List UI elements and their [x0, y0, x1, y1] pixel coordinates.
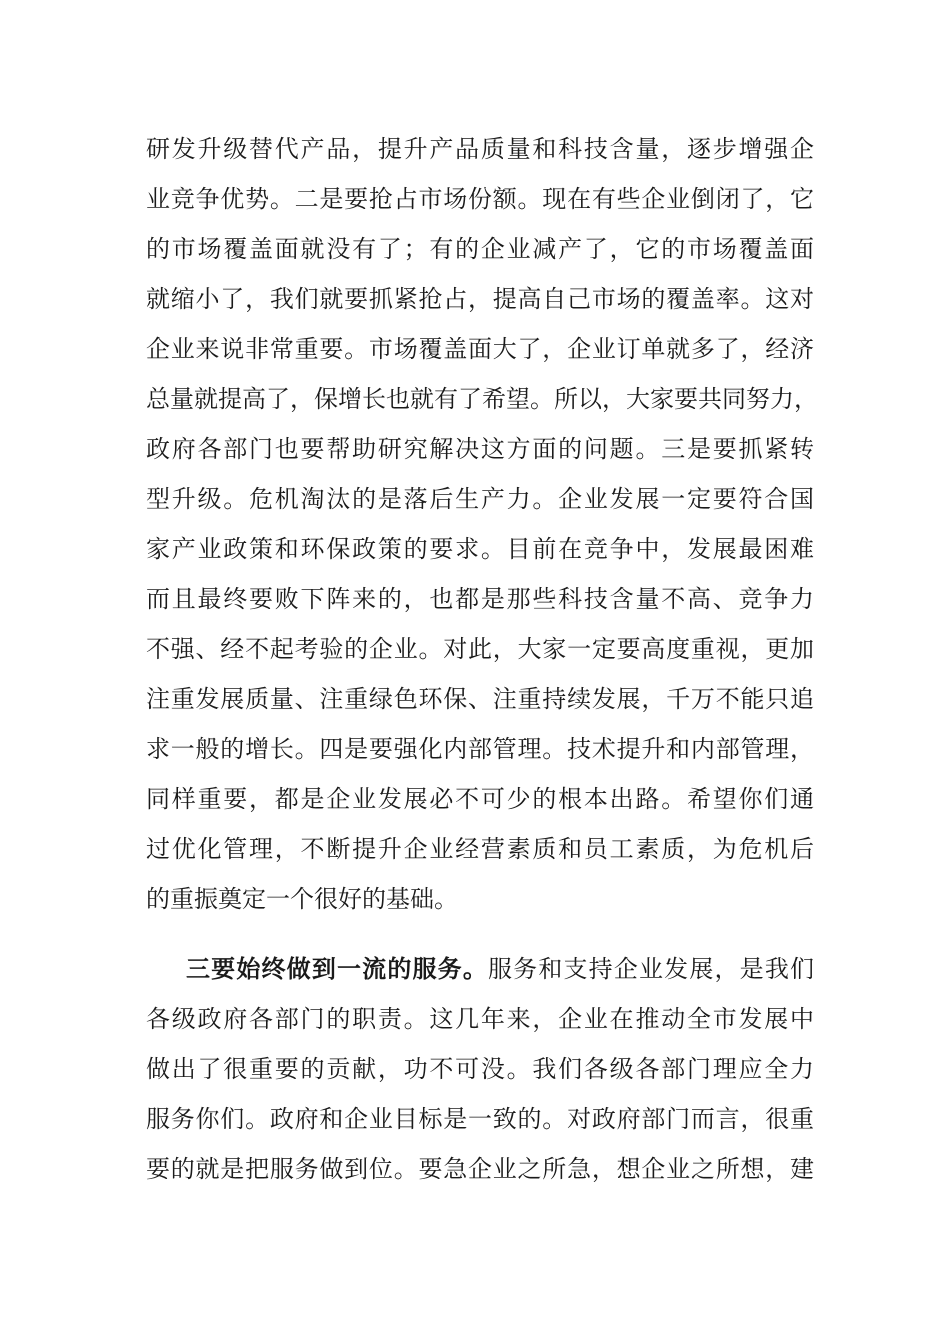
paragraph-2: [146, 944, 814, 1194]
paragraph-1-line: 过优化管理，不断提升企业经营素质和员工素质，为危机后: [146, 835, 814, 863]
paragraph-1-line: 业竞争优势。二是要抢占市场份额。现在有些企业倒闭了，它: [146, 185, 814, 213]
paragraph-2-line: 做出了很重要的贡献，功不可没。我们各级各部门理应全力: [146, 1055, 814, 1083]
paragraph-1-line: 求一般的增长。四是要强化内部管理。技术提升和内部管理，: [146, 735, 814, 763]
paragraph-1-line: 注重发展质量、注重绿色环保、注重持续发展，千万不能只追: [146, 685, 814, 713]
section-heading: 三要始终做到一流的服务。: [186, 954, 488, 983]
paragraph-1-line: 研发升级替代产品，提升产品质量和科技含量，逐步增强企: [146, 135, 814, 163]
paragraph-1-line: 同样重要，都是企业发展必不可少的根本出路。希望你们通: [146, 785, 814, 813]
paragraph-1-line: 型升级。危机淘汰的是落后生产力。企业发展一定要符合国: [146, 485, 814, 513]
paragraph-2-line: 各级政府各部门的职责。这几年来，企业在推动全市发展中: [146, 1005, 814, 1033]
paragraph-1-line: 总量就提高了，保增长也就有了希望。所以，大家要共同努力，: [146, 385, 818, 413]
paragraph-1-line: 就缩小了，我们就要抓紧抢占，提高自己市场的覆盖率。这对: [146, 285, 814, 313]
paragraph-2-first-line: [146, 944, 814, 994]
paragraph-1-line: 政府各部门也要帮助研究解决这方面的问题。三是要抓紧转: [146, 435, 814, 463]
paragraph-2-line: 要的就是把服务做到位。要急企业之所急，想企业之所想，建: [146, 1155, 814, 1183]
paragraph-1-line: 不强、经不起考验的企业。对此，大家一定要高度重视，更加: [146, 635, 814, 663]
paragraph-1: [146, 124, 818, 924]
paragraph-1-line: 的重振奠定一个很好的基础。: [146, 885, 458, 913]
paragraph-2-line: 服务你们。政府和企业目标是一致的。对政府部门而言，很重: [146, 1105, 814, 1133]
paragraph-2-line-rest: 服务和支持企业发展，是我们: [488, 955, 814, 983]
paragraph-1-line: 家产业政策和环保政策的要求。目前在竞争中，发展最困难: [146, 535, 814, 563]
paragraph-1-line: 的市场覆盖面就没有了；有的企业减产了，它的市场覆盖面: [146, 235, 814, 263]
paragraph-1-line: 而且最终要败下阵来的，也都是那些科技含量不高、竞争力: [146, 585, 814, 613]
paragraph-1-line: 企业来说非常重要。市场覆盖面大了，企业订单就多了，经济: [146, 335, 814, 363]
